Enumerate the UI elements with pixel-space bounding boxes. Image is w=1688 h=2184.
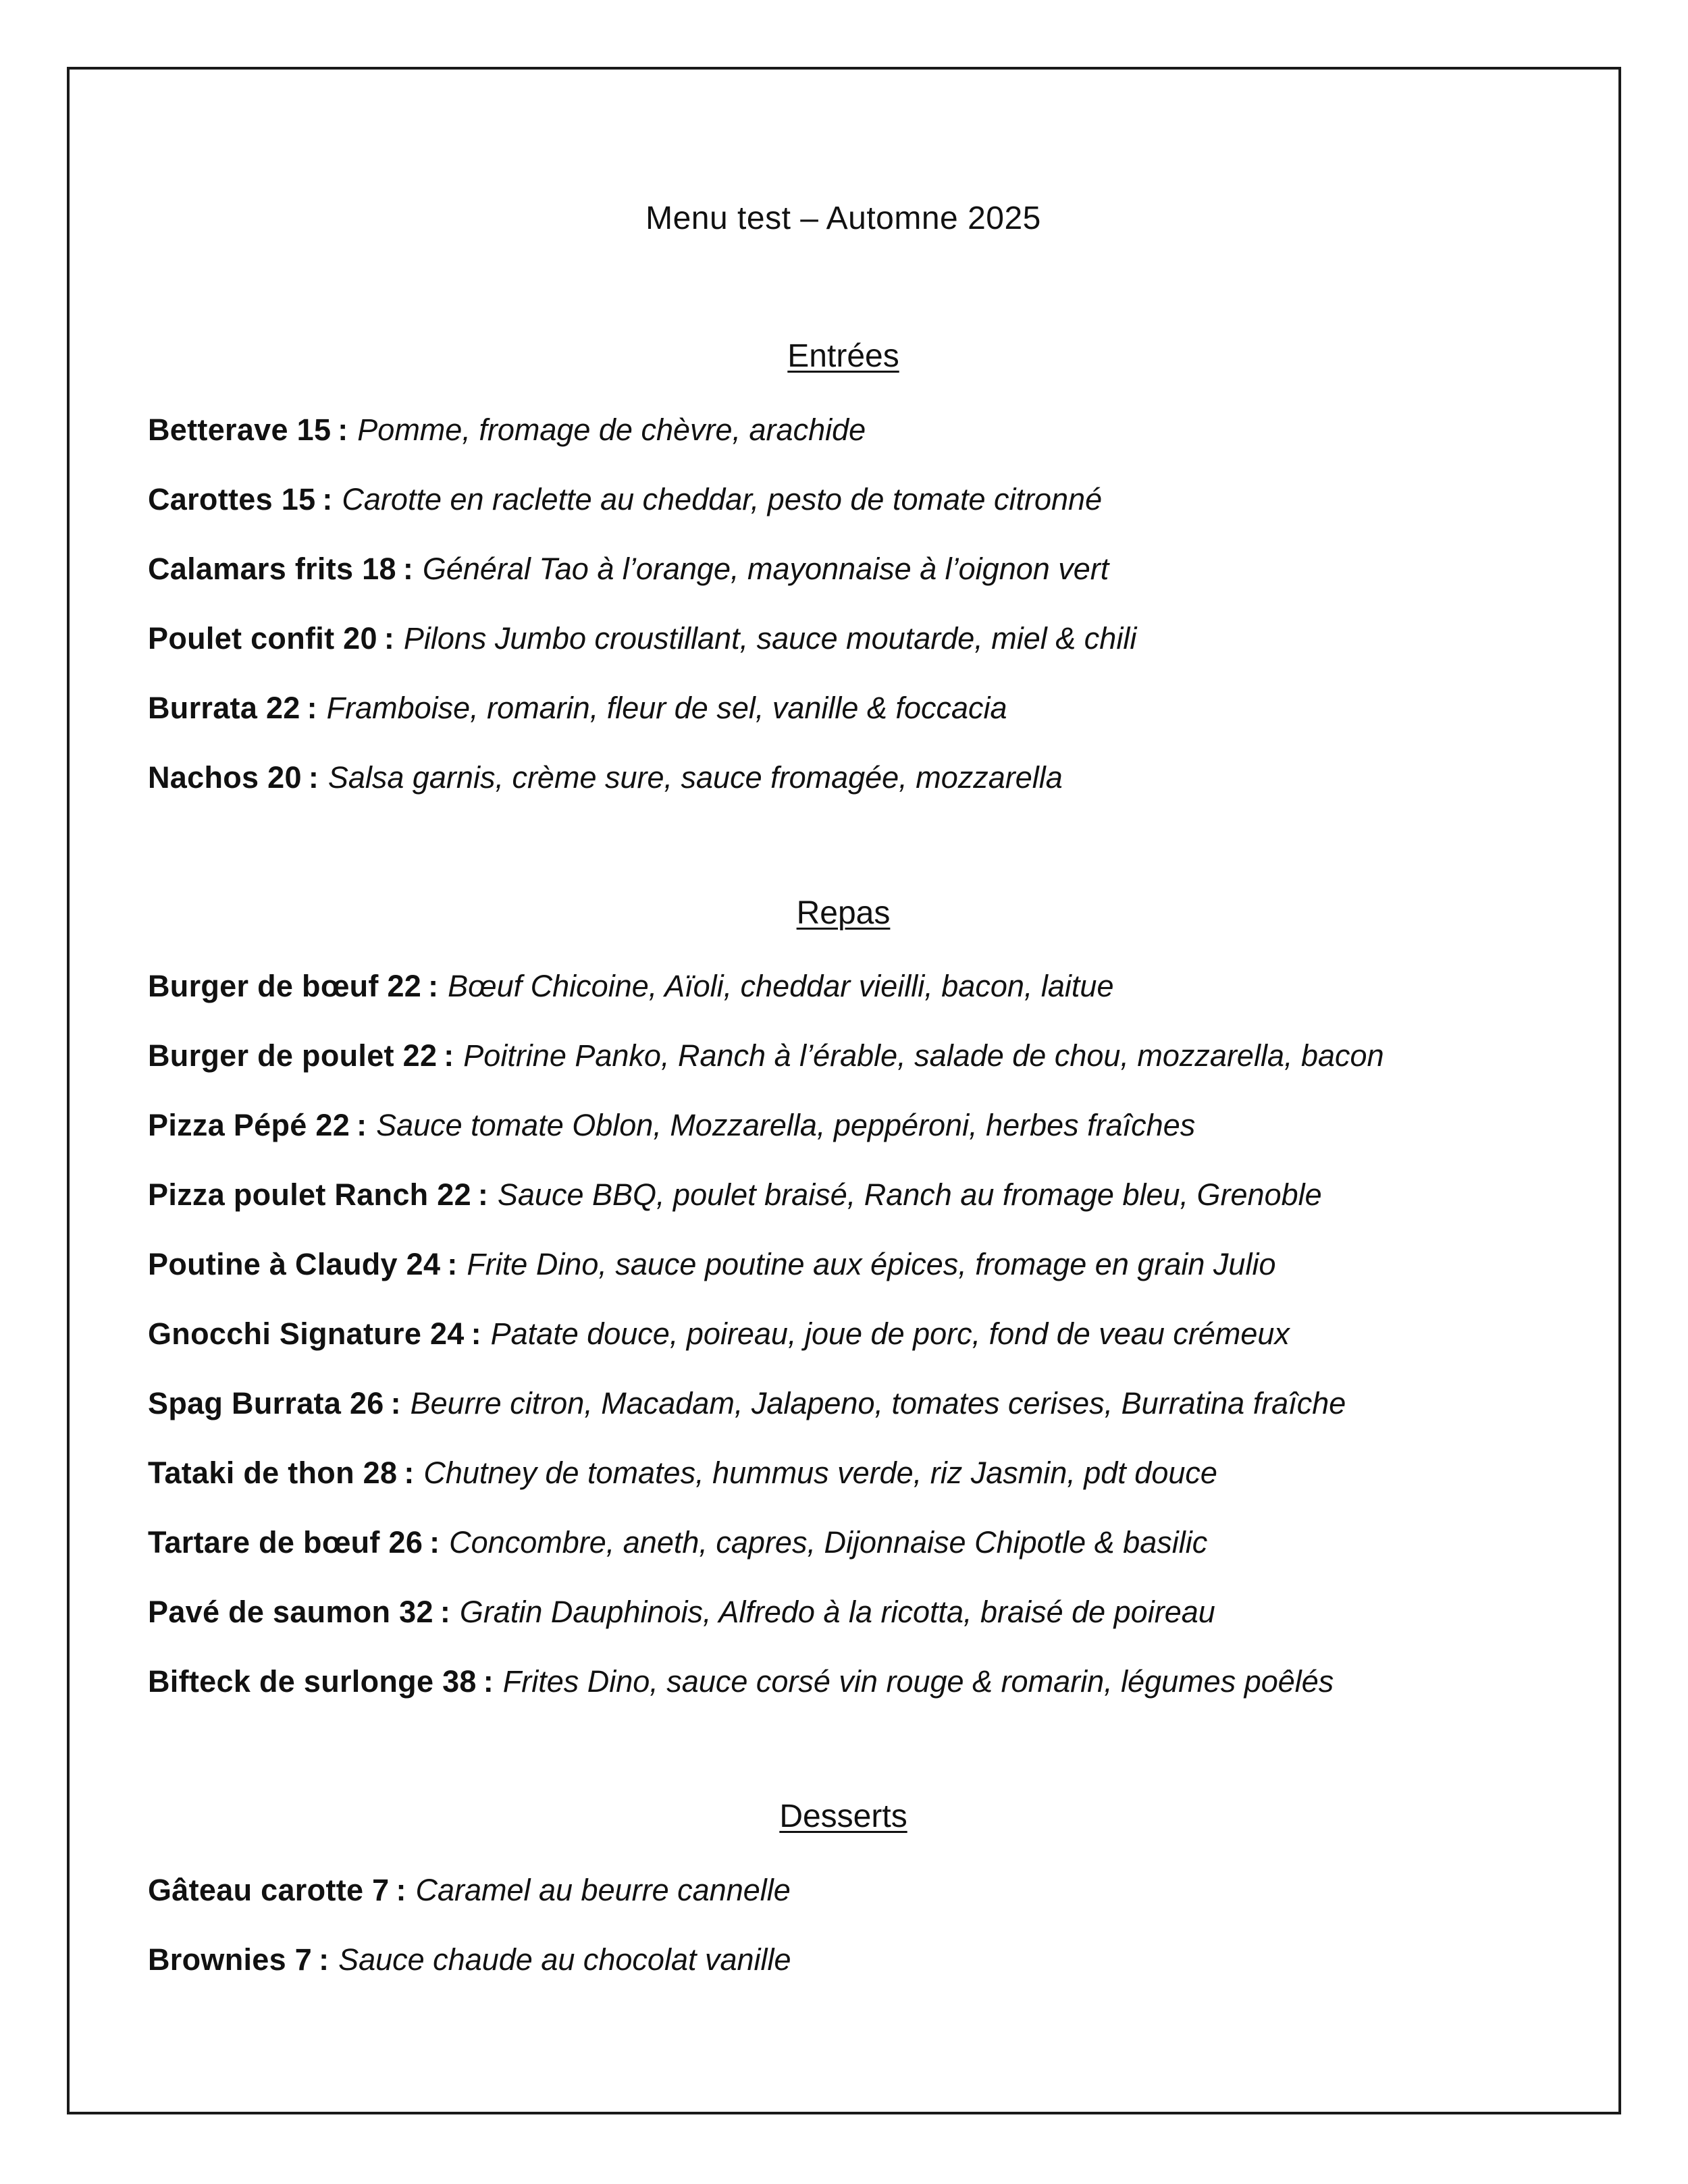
item-description: Frite Dino, sauce poutine aux épices, fromage en grain Julio <box>467 1247 1276 1281</box>
item-description: Carotte en raclette au cheddar, pesto de tomate citronné <box>342 482 1103 516</box>
item-name: Poulet confit 20 <box>148 621 377 656</box>
menu-item <box>148 757 1063 798</box>
menu-title: Menu test – Automne 2025 <box>645 201 1041 236</box>
section-heading-repas: Repas <box>796 895 891 931</box>
section-heading-entrees: Entrées <box>787 338 899 374</box>
menu-item <box>148 688 1007 728</box>
item-separator: : <box>477 1177 488 1212</box>
menu-item <box>148 1314 1290 1354</box>
menu-item <box>148 1592 1215 1632</box>
item-separator: : <box>429 1525 440 1560</box>
item-separator: : <box>338 412 348 447</box>
item-separator: : <box>319 1942 329 1977</box>
item-name: Pizza poulet Ranch 22 <box>148 1177 471 1212</box>
menu-item <box>148 1661 1334 1702</box>
menu-item <box>148 1175 1322 1215</box>
item-description: Bœuf Chicoine, Aïoli, cheddar vieilli, bacon, laitue <box>448 969 1114 1003</box>
item-separator: : <box>404 1456 415 1490</box>
item-name: Burger de poulet 22 <box>148 1038 438 1073</box>
item-separator: : <box>322 482 333 516</box>
item-description: Framboise, romarin, fleur de sel, vanille & foccacia <box>326 691 1007 725</box>
item-description: Caramel au beurre cannelle <box>415 1873 791 1907</box>
menu-item <box>148 966 1113 1007</box>
item-name: Gâteau carotte 7 <box>148 1873 390 1907</box>
menu-item <box>148 1244 1275 1285</box>
item-separator: : <box>440 1595 450 1629</box>
menu-item <box>148 1522 1207 1563</box>
item-description: Poitrine Panko, Ranch à l’érable, salade de chou, mozzarella, bacon <box>463 1038 1384 1073</box>
item-separator: : <box>396 1873 406 1907</box>
item-name: Betterave 15 <box>148 412 332 447</box>
item-separator: : <box>357 1108 367 1142</box>
item-name: Burrata 22 <box>148 691 300 725</box>
menu-item <box>148 1940 791 1980</box>
menu-item <box>148 1105 1195 1146</box>
item-separator: : <box>307 691 317 725</box>
item-name: Brownies 7 <box>148 1942 313 1977</box>
item-name: Spag Burrata 26 <box>148 1386 384 1420</box>
item-description: Sauce tomate Oblon, Mozzarella, peppéroni, herbes fraîches <box>376 1108 1196 1142</box>
menu-item <box>148 410 866 450</box>
item-description: Gratin Dauphinois, Alfredo à la ricotta, braisé de poireau <box>459 1595 1215 1629</box>
item-description: Chutney de tomates, hummus verde, riz Jasmin, pdt douce <box>423 1456 1217 1490</box>
item-name: Pizza Pépé 22 <box>148 1108 350 1142</box>
item-name: Tataki de thon 28 <box>148 1456 398 1490</box>
item-separator: : <box>483 1664 494 1699</box>
item-description: Salsa garnis, crème sure, sauce fromagée, mozzarella <box>327 760 1063 795</box>
item-separator: : <box>384 621 394 656</box>
menu-item <box>148 479 1102 520</box>
menu-item <box>148 549 1109 589</box>
item-description: Pomme, fromage de chèvre, arachide <box>357 412 866 447</box>
item-description: Patate douce, poireau, joue de porc, fond de veau crémeux <box>490 1316 1290 1351</box>
item-separator: : <box>308 760 319 795</box>
item-description: Concombre, aneth, capres, Dijonnaise Chipotle & basilic <box>449 1525 1208 1560</box>
item-name: Pavé de saumon 32 <box>148 1595 433 1629</box>
item-description: Frites Dino, sauce corsé vin rouge & romarin, légumes poêlés <box>502 1664 1334 1699</box>
item-separator: : <box>471 1316 481 1351</box>
item-description: Sauce BBQ, poulet braisé, Ranch au fromage bleu, Grenoble <box>497 1177 1322 1212</box>
item-name: Nachos 20 <box>148 760 302 795</box>
section-heading-desserts: Desserts <box>779 1799 907 1834</box>
item-name: Calamars frits 18 <box>148 552 396 586</box>
item-description: Pilons Jumbo croustillant, sauce moutarde, miel & chili <box>403 621 1137 656</box>
item-description: Sauce chaude au chocolat vanille <box>338 1942 791 1977</box>
menu-item <box>148 1870 791 1911</box>
menu-item <box>148 1383 1346 1424</box>
item-name: Bifteck de surlonge 38 <box>148 1664 477 1699</box>
item-name: Gnocchi Signature 24 <box>148 1316 465 1351</box>
menu-item <box>148 618 1136 659</box>
item-separator: : <box>390 1386 401 1420</box>
item-separator: : <box>428 969 439 1003</box>
item-name: Carottes 15 <box>148 482 316 516</box>
item-description: Général Tao à l’orange, mayonnaise à l’oignon vert <box>422 552 1109 586</box>
menu-item <box>148 1453 1217 1493</box>
item-name: Burger de bœuf 22 <box>148 969 422 1003</box>
item-description: Beurre citron, Macadam, Jalapeno, tomates cerises, Burratina fraîche <box>410 1386 1346 1420</box>
item-separator: : <box>402 552 413 586</box>
item-name: Tartare de bœuf 26 <box>148 1525 423 1560</box>
menu-item <box>148 1036 1384 1076</box>
item-separator: : <box>447 1247 458 1281</box>
item-name: Poutine à Claudy 24 <box>148 1247 441 1281</box>
item-separator: : <box>444 1038 454 1073</box>
